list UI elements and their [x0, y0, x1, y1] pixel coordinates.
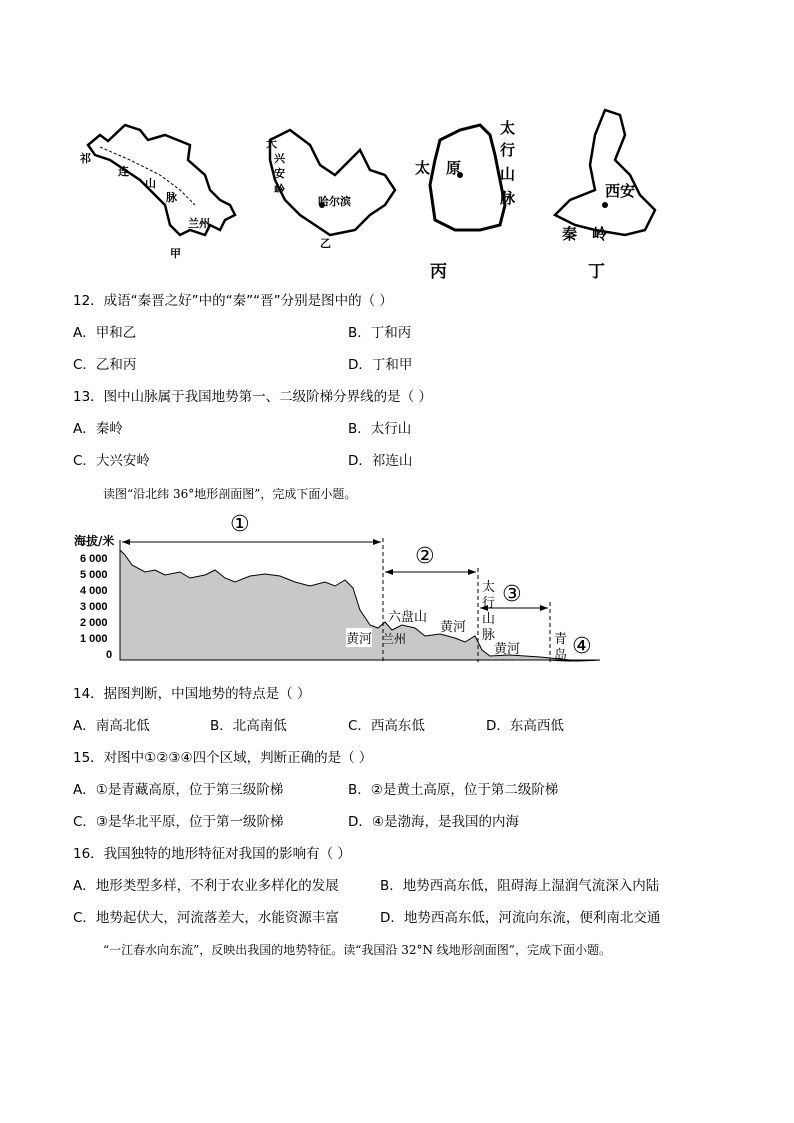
- ytick-2000: 2 000: [80, 617, 108, 629]
- q13-option-c: C．大兴安岭: [73, 453, 150, 469]
- map-yi-label-da: 大: [266, 137, 277, 150]
- q15-stem: 15．对图中①②③④四个区域，判断正确的是（ ）: [73, 750, 373, 766]
- q12-stem: 12．成语“秦晋之好”中的“秦”“晋”分别是图中的（ ）: [73, 293, 393, 309]
- q15-option-b: B．②是黄土高原，位于第二级阶梯: [348, 782, 559, 798]
- region-2-label: ②: [415, 544, 435, 569]
- q14-stem: 14．据图判断，中国地势的特点是（ ）: [73, 686, 311, 702]
- ytick-6000: 6 000: [80, 553, 108, 565]
- province-maps: [70, 105, 670, 285]
- map-jia-label-mai: 脉: [166, 191, 177, 204]
- label-taihang-4: 脉: [482, 628, 496, 643]
- profile-figure: [70, 510, 610, 675]
- map-bing-label-yuan: 原: [446, 159, 462, 177]
- map-yi-label-ling: 岭: [274, 183, 285, 196]
- profile-svg: [70, 510, 610, 675]
- ytick-0: 0: [106, 649, 113, 661]
- map-bing-label-hang: 行: [500, 141, 516, 159]
- map-jia-label-lian: 连: [118, 165, 129, 178]
- q12-option-a: A．甲和乙: [73, 325, 137, 341]
- region-1-label: ①: [230, 512, 250, 537]
- label-huanghe-2: 黄河: [440, 620, 467, 635]
- map-jia-label-lanzhou: 兰州: [188, 217, 210, 230]
- map-bing-panel: 丙: [430, 262, 447, 282]
- q14-option-d: D．东高西低: [486, 718, 564, 734]
- map-jia-label-shan: 山: [145, 177, 156, 190]
- label-lanzhou: 兰州: [382, 632, 407, 646]
- ytick-4000: 4 000: [80, 585, 108, 597]
- q15-option-d: D．④是渤海，是我国的内海: [348, 814, 519, 830]
- q13-stem: 13．图中山脉属于我国地势第一、二级阶梯分界线的是（ ）: [73, 389, 432, 405]
- label-qingdao-1: 青: [554, 632, 568, 647]
- map-bing-label-tai: 太: [415, 159, 431, 177]
- map-bing-label-mai: 脉: [500, 189, 516, 207]
- intro-32n: “一江春水向东流”，反映出我国的地势特征。读“我国沿 32°N 线地形剖面图”，完成下面小题。: [103, 943, 611, 957]
- label-huanghe-3: 黄河: [494, 642, 521, 657]
- q13-option-a: A．秦岭: [73, 421, 123, 437]
- map-yi-panel: 乙: [320, 237, 331, 250]
- map-ding-label-qin: 秦: [562, 225, 578, 243]
- q16-option-d: D．地势西高东低，河流向东流，便利南北交通: [380, 910, 661, 926]
- label-taihang-1: 太: [482, 580, 496, 595]
- region-4-label: ④: [572, 634, 592, 659]
- q12-option-b: B．丁和丙: [348, 325, 412, 341]
- map-bing-label-shan: 山: [500, 165, 516, 183]
- q14-option-c: C．西高东低: [348, 718, 425, 734]
- q15-option-a: A．①是青藏高原，位于第三级阶梯: [73, 782, 284, 798]
- ytick-5000: 5 000: [80, 569, 108, 581]
- label-qingdao-2: 岛: [554, 648, 568, 663]
- map-jia-outline: [70, 105, 260, 265]
- intro-36n: 读图“沿北纬 36°地形剖面图”，完成下面小题。: [103, 487, 357, 501]
- label-huanghe-1: 黄河: [346, 628, 372, 647]
- q12-option-d: D．丁和甲: [348, 357, 413, 373]
- ytick-1000: 1 000: [80, 633, 108, 645]
- q16-option-c: C．地势起伏大，河流落差大，水能资源丰富: [73, 910, 339, 926]
- q15-option-c: C．③是华北平原，位于第一级阶梯: [73, 814, 284, 830]
- q16-option-a: A．地形类型多样，不利于农业多样化的发展: [73, 878, 339, 894]
- q14-option-b: B．北高南低: [210, 718, 287, 734]
- map-jia-panel: 甲: [170, 247, 181, 260]
- q14-option-a: A．南高北低: [73, 718, 150, 734]
- map-jia-label-qi: 祁: [80, 152, 91, 165]
- ytick-3000: 3 000: [80, 601, 108, 613]
- map-ding-label-ling: 岭: [592, 225, 608, 243]
- map-yi-label-harbin: 哈尔滨: [318, 195, 351, 208]
- profile-ylabel: 海拔/米: [74, 534, 115, 548]
- label-taihang-2: 行: [482, 596, 496, 611]
- label-liupanshan: 六盘山: [388, 610, 428, 625]
- map-bing-label-tai2: 太: [500, 119, 516, 137]
- q13-option-d: D．祁连山: [348, 453, 413, 469]
- q16-option-b: B．地势西高东低，阻碍海上湿润气流深入内陆: [380, 878, 660, 894]
- label-taihang-3: 山: [482, 612, 496, 627]
- region-3-label: ③: [502, 582, 522, 607]
- map-yi-label-xing: 兴: [274, 152, 285, 165]
- q13-option-b: B．太行山: [348, 421, 412, 437]
- q12-option-c: C．乙和丙: [73, 357, 137, 373]
- q16-stem: 16．我国独特的地形特征对我国的影响有（ ）: [73, 846, 351, 862]
- map-ding-panel: 丁: [588, 262, 605, 282]
- map-yi-label-an: 安: [274, 167, 285, 180]
- map-ding-label-xian: 西安: [605, 182, 636, 200]
